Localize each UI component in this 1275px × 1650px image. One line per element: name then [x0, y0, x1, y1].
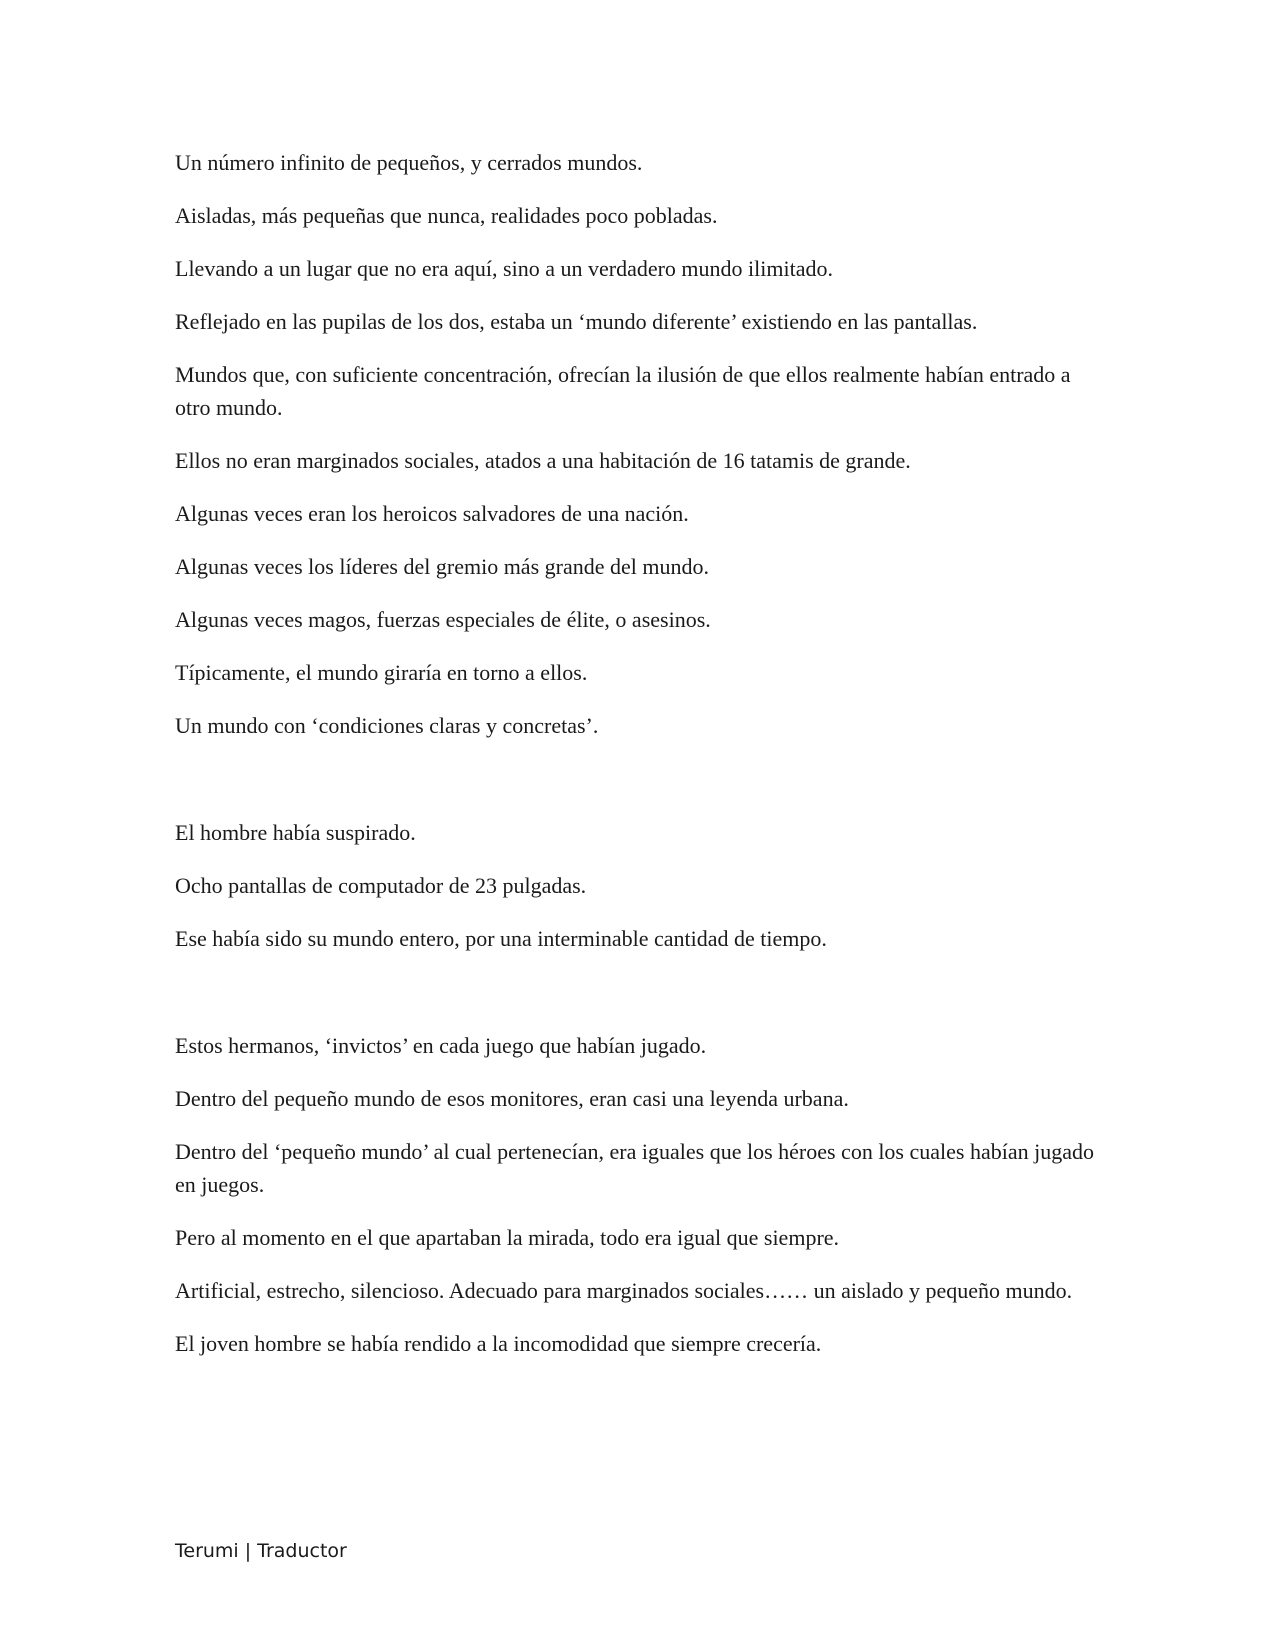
paragraph: El hombre había suspirado. [175, 820, 416, 845]
paragraph: El joven hombre se había rendido a la incomodidad que siempre crecería. [175, 1331, 822, 1356]
paragraph: Estos hermanos, ‘invictos’ en cada juego que habían jugado. [175, 1033, 707, 1058]
paragraph: Aisladas, más pequeñas que nunca, realidades poco pobladas. [175, 203, 718, 228]
paragraph: Reflejado en las pupilas de los dos, estaba un ‘mundo diferente’ existiendo en las pantallas. [175, 309, 978, 334]
paragraph: Dentro del ‘pequeño mundo’ al cual pertenecían, era iguales que los héroes con los cuales habían jugado en juegos. [175, 1139, 1094, 1197]
paragraph: Ese había sido su mundo entero, por una interminable cantidad de tiempo. [175, 926, 827, 951]
paragraph: Ocho pantallas de computador de 23 pulgadas. [175, 873, 587, 898]
document-body [175, 146, 1105, 1380]
page-footer [175, 1540, 347, 1562]
paragraph: Mundos que, con suficiente concentración, ofrecían la ilusión de que ellos realmente habían entrado a otro mundo. [175, 362, 1071, 420]
paragraph: Llevando a un lugar que no era aquí, sino a un verdadero mundo ilimitado. [175, 256, 833, 281]
paragraph: Un mundo con ‘condiciones claras y concretas’. [175, 713, 599, 738]
paragraph: Algunas veces los líderes del gremio más grande del mundo. [175, 554, 709, 579]
footer-separator: | [244, 1540, 252, 1562]
paragraph: Un número infinito de pequeños, y cerrados mundos. [175, 150, 643, 175]
paragraph: Dentro del pequeño mundo de esos monitores, eran casi una leyenda urbana. [175, 1086, 849, 1111]
paragraph: Algunas veces magos, fuerzas especiales de élite, o asesinos. [175, 607, 711, 632]
paragraph: Pero al momento en el que apartaban la mirada, todo era igual que siempre. [175, 1225, 840, 1250]
footer-role: Traductor [257, 1540, 347, 1562]
paragraph: Ellos no eran marginados sociales, atados a una habitación de 16 tatamis de grande. [175, 448, 911, 473]
paragraph: Artificial, estrecho, silencioso. Adecuado para marginados sociales…… un aislado y pequeño mundo. [175, 1278, 1073, 1303]
paragraph: Típicamente, el mundo giraría en torno a ellos. [175, 660, 588, 685]
footer-name: Terumi [175, 1540, 239, 1562]
section-gap [175, 762, 1105, 816]
paragraph: Algunas veces eran los heroicos salvadores de una nación. [175, 501, 689, 526]
section-gap [175, 975, 1105, 1029]
